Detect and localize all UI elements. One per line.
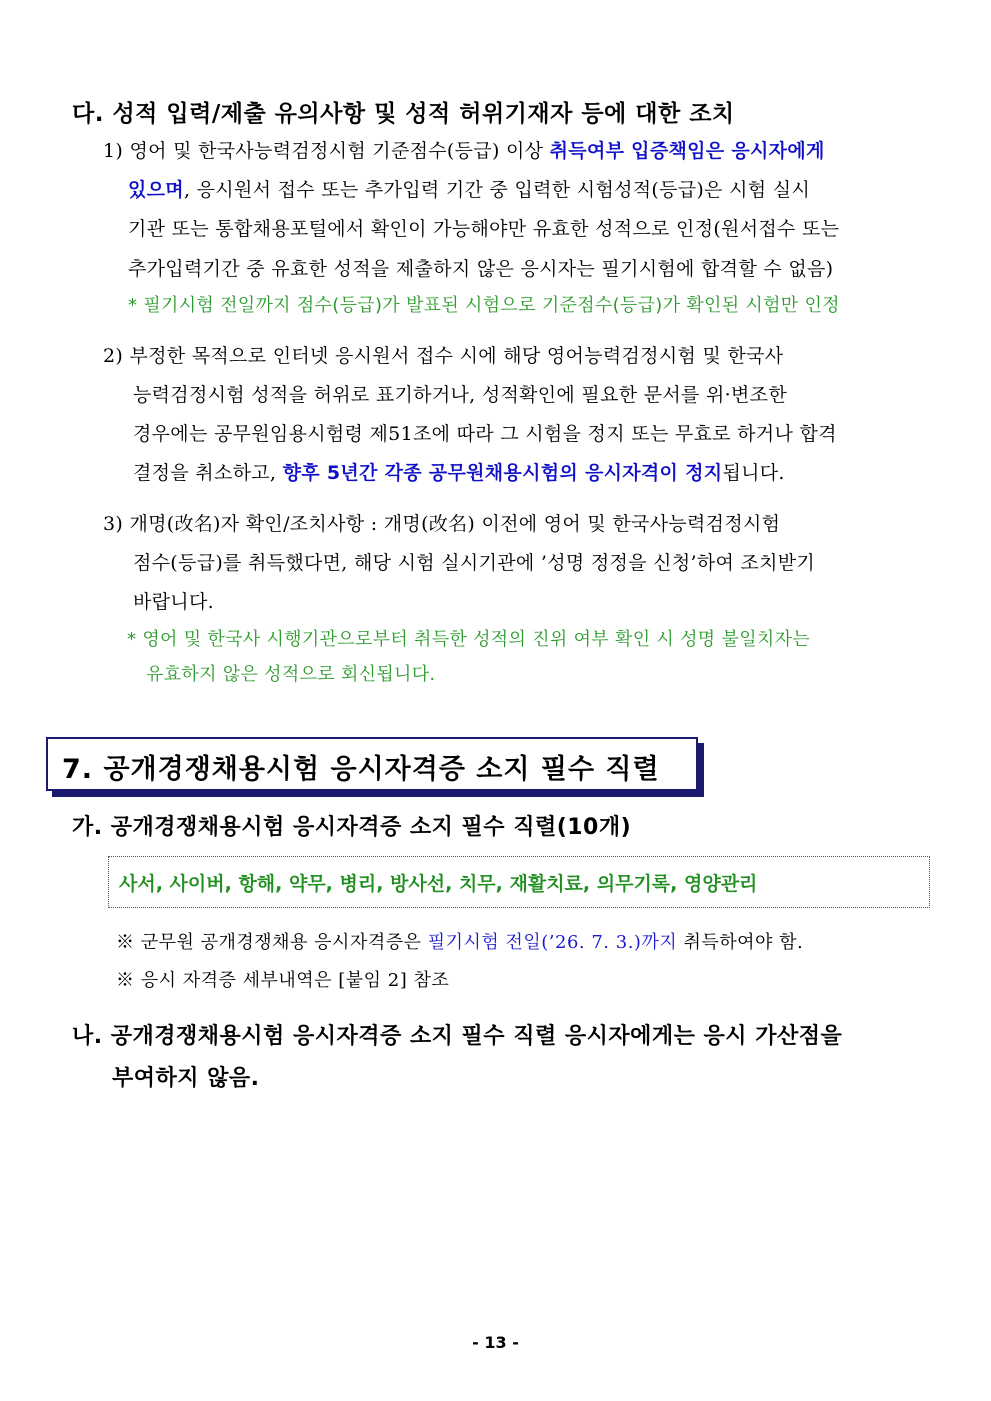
section7-na-line1: 나. 공개경쟁채용시험 응시자격증 소지 필수 직렬 응시자에게는 응시 가산점을 <box>72 1024 843 1049</box>
item3-line2: 점수(등급)를 취득했다면, 해당 시험 실시기관에 ’성명 정정을 신청’하여 조치받기 <box>133 552 816 574</box>
item2-line3: 경우에는 공무원임용시험령 제51조에 따라 그 시험을 정지 또는 무효로 하거나 합격 <box>133 423 837 445</box>
item1-line3: 기관 또는 통합채용포털에서 확인이 가능해야만 유효한 성적으로 인정(원서접수 또는 <box>128 218 840 240</box>
required-jobs-list: 사서, 사이버, 항해, 약무, 병리, 방사선, 치무, 재활치료, 의무기록, 영양관리 <box>119 873 758 895</box>
item2-line4-end: 됩니다. <box>722 462 785 484</box>
section7-na-line2: 부여하지 않음. <box>112 1066 260 1091</box>
ga-note2: ※ 응시 자격증 세부내역은 [붙임 2] 참조 <box>116 970 450 991</box>
ga-note1-deadline: 필기시험 전일(’26. 7. 3.)까지 <box>427 932 678 953</box>
item1-line2-text: , 응시원서 접수 또는 추가입력 기간 중 입력한 시험성적(등급)은 시험 실시 <box>183 179 811 201</box>
required-jobs-box <box>108 856 930 908</box>
ga-note1-text: ※ 군무원 공개경쟁채용 응시자격증은 <box>116 932 428 953</box>
section7-title-box <box>46 737 698 791</box>
item2-emphasis: 향후 5년간 각종 공무원채용시험의 응시자격이 정지 <box>282 462 723 484</box>
item3-note-line2: 유효하지 않은 성적으로 회신됩니다. <box>146 664 436 685</box>
item1-line1 <box>103 138 941 164</box>
item1-line1-text: 1) 영어 및 한국사능력검정시험 기준점수(등급) 이상 <box>103 140 550 162</box>
page-number: - 13 - <box>472 1333 519 1352</box>
section7-ga-heading: 가. 공개경쟁채용시험 응시자격증 소지 필수 직렬(10개) <box>72 815 632 840</box>
item2-line4 <box>133 460 785 486</box>
item2-line4-text: 결정을 취소하고, <box>133 462 283 484</box>
section-da-heading: 다. 성적 입력/제출 유의사항 및 성적 허위기재자 등에 대한 조치 <box>72 101 735 127</box>
section7-title: 7. 공개경쟁채용시험 응시자격증 소지 필수 직렬 <box>62 754 660 785</box>
item1-emphasis: 취득여부 입증책임은 응시자에게 <box>549 140 825 162</box>
item3-line3: 바랍니다. <box>133 591 214 613</box>
ga-note1-end: 취득하여야 함. <box>677 932 804 953</box>
ga-note1 <box>116 928 803 954</box>
item1-line2 <box>128 177 931 203</box>
item3-note-line1: * 영어 및 한국사 시행기관으로부터 취득한 성적의 진위 여부 확인 시 성명 불일치자는 <box>127 629 810 650</box>
item2-line2: 능력검정시험 성적을 허위로 표기하거나, 성적확인에 필요한 문서를 위·변조한 <box>133 384 787 406</box>
item3-line1: 3) 개명(改名)자 확인/조치사항 : 개명(改名) 이전에 영어 및 한국사능력검정시험 <box>103 513 781 535</box>
item1-line4: 추가입력기간 중 유효한 성적을 제출하지 않은 응시자는 필기시험에 합격할 수 없음) <box>128 258 834 280</box>
item1-note: * 필기시험 전일까지 점수(등급)가 발표된 시험으로 기준점수(등급)가 확인된 시험만 인정 <box>128 295 840 316</box>
item1-emphasis-cont: 있으며 <box>128 179 184 201</box>
item2-line1: 2) 부정한 목적으로 인터넷 응시원서 접수 시에 해당 영어능력검정시험 및 한국사 <box>103 345 784 367</box>
